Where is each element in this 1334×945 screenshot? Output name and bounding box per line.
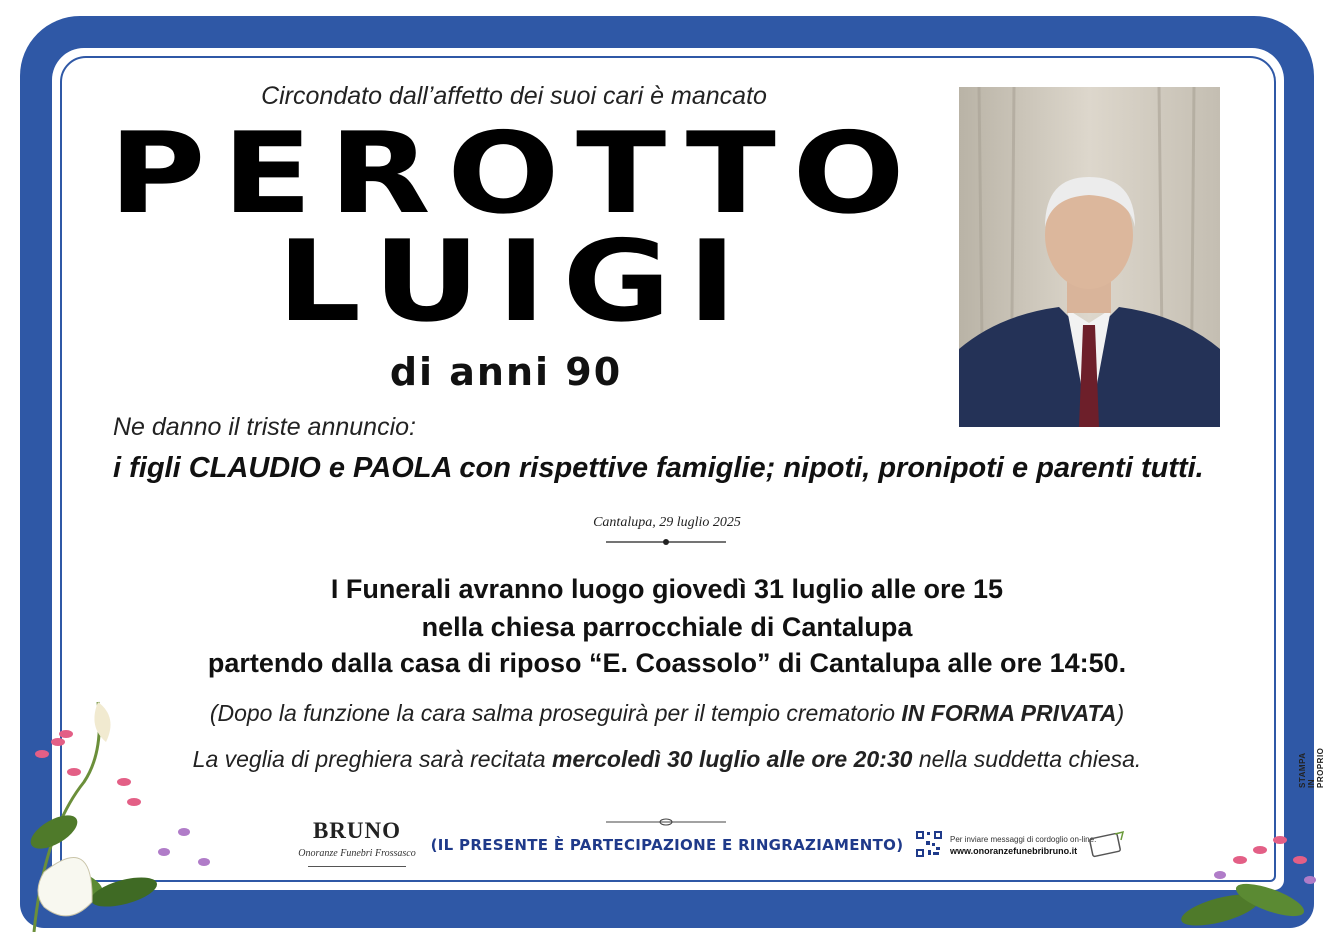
announcement-names: i figli CLAUDIO e PAOLA con rispettive famiglie; nipoti, pronipoti e parenti tutti. [113,452,1204,484]
funeral-line-3: partendo dalla casa di riposo “E. Coassolo” di Cantalupa alle ore 14:50. [207,648,1127,678]
first-name: LUIGI [276,217,754,347]
surname: PEROTTO [108,109,922,239]
intro-text: Circondato dall’affetto dei suoi cari è mancato [261,82,767,110]
portrait-photo [959,87,1220,427]
vigil-note: La veglia di preghiera sarà recitata mercoledì 30 luglio alle ore 20:30 nella suddetta chiesa. [192,746,1142,772]
print-note: STAMPA IN PROPRIO [1298,747,1325,788]
cremation-note: (Dopo la funzione la cara salma proseguirà per il tempio crematorio IN FORMA PRIVATA) [209,700,1125,726]
announcement-label: Ne danno il triste annuncio: [113,413,416,441]
funeral-line-2: nella chiesa parrocchiale di Cantalupa [421,612,913,642]
age: di anni 90 [389,350,623,394]
funeral-line-1: I Funerali avranno luogo giovedì 31 luglio alle ore 15 [330,574,1004,604]
thanks-text: (IL PRESENTE È PARTECIPAZIONE E RINGRAZIAMENTO) [430,836,904,854]
website-link[interactable]: www.onoranzefunebribruno.it [950,846,1078,856]
flower-decoration-left [14,682,234,932]
divider-ornament [606,536,726,548]
qr-code-icon [915,830,943,858]
place-date: Cantalupa, 29 luglio 2025 [593,515,741,530]
funeral-home-logo: BRUNO Onoranze Funebri Frossasco [298,818,416,876]
flower-decoration-right [1160,820,1330,930]
tablet-icon [1085,830,1127,858]
condolence-text: Per inviare messaggi di cordoglio on-line: [950,835,1097,844]
footer-ornament [606,816,726,828]
